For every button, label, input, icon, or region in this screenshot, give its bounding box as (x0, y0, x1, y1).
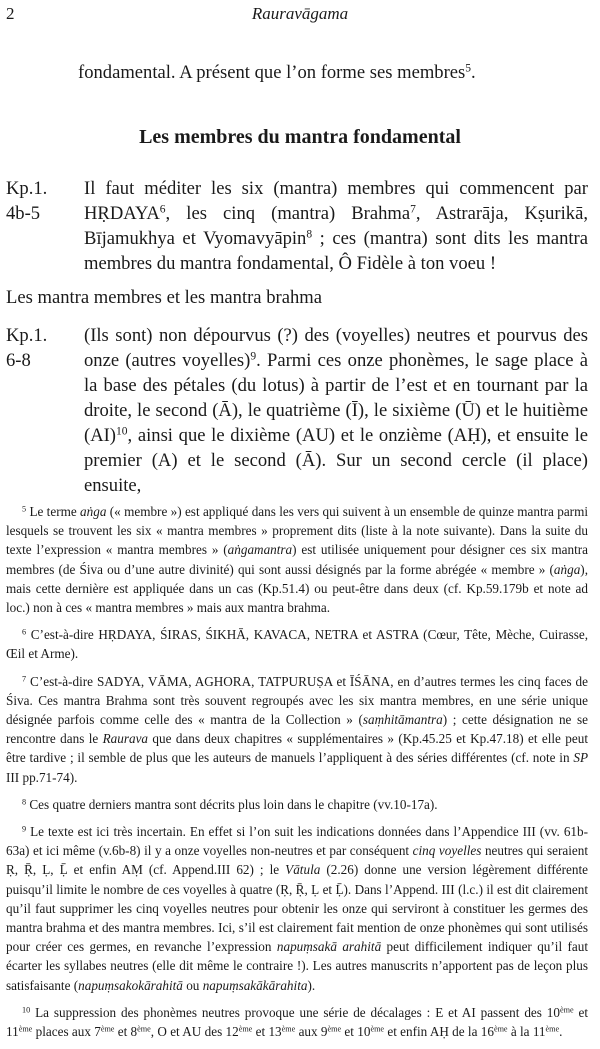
reference-verses: 4b-5 (6, 203, 41, 224)
footnote-ref[interactable]: 9 (250, 350, 257, 363)
passage-kp1-4b5 (6, 176, 588, 276)
footnote-mark: 9 (22, 824, 27, 834)
footnote-mark: 8 (22, 797, 27, 807)
passage-reference (6, 323, 76, 373)
reference-chapter: Kp.1. (6, 178, 48, 199)
intro-paragraph: fondamental. A présent que l’on forme ses membres$^5$. (78, 62, 476, 83)
passage-text: (Ils sont) non dépourvus (?) des (voyelles) neutres et pourvus des onze (autres voyelles)$^9$. Parmi ces onze phonèmes, le sage place à la base des pétales (du lotus) à partir de l’est et en tournant par la droite, le second (Ā), le quatrième (Ī), le sixième (Ū) et le huitième (AI)$^{10}$, ainsi que le dixième (AU) et le onzième (AḤ), et ensuite le premier (A) et le second (Ā). Sur un second cercle (il place) ensuite, (84, 325, 588, 496)
footnotes-section (6, 502, 588, 1049)
footnote-ref[interactable]: 8 (306, 228, 313, 241)
footnote-8: $^8$ Ces quatre derniers mantra sont décrits plus loin dans le chapitre (vv.10-17a). (22, 796, 438, 812)
footnote-6: $^6$ C’est-à-dire HṚDAYA, ŚIRAS, ŚIKHĀ, KAVACA, NETRA et ASTRA (Cœur, Tête, Mèche, Cuirasse, Œil et Arme). (6, 627, 589, 662)
footnote-ref[interactable]: 10 (116, 425, 128, 438)
page-number: 2 (6, 4, 15, 23)
passage-text: Il faut méditer les six (mantra) membres qui commencent par HṚDAYA$^6$, les cinq (mantra) Brahma$^7$, Astrarāja, Kṣurikā, Bījamukhya et Vyomavyāpin$^8$ ; ces (mantra) sont dits les mantra membres du mantra fondamental, Ô Fidèle à ton voeu ! (84, 178, 588, 274)
footnote-7: $^7$ C’est-à-dire SADYA, VĀMA, AGHORA, TATPURUṢA et ĪŚĀNA, en d’autres termes les cinq faces de Śiva. Ces mantra Brahma sont très souvent regroupés avec les six mantra membres, en une série unique désignée parfois comme celle des « mantra de la Collection » (saṃhitāmantra) ; cette désignation ne se rencontre dans le Raurava que dans deux chapitres « supplémentaires » (Kp.45.25 et Kp.47.18) et elle peut être tardive ; il semble de plus que les auteurs de manuels l’appliquent à des séries différentes (cf. note in SP III pp.71-74). (6, 673, 588, 785)
footnote-ref[interactable]: 7 (410, 203, 416, 216)
subsection-heading: Les mantra membres et les mantra brahma (6, 287, 322, 308)
page-header (6, 4, 594, 26)
intro-text: fondamental. A présent que l’on forme ses membres (78, 62, 466, 83)
reference-verses: 6-8 (6, 350, 31, 371)
section-heading: Les membres du mantra fondamental (139, 126, 461, 148)
footnote-10: $^{10}$ La suppression des phonèmes neutres provoque une série de décalages : E et AI passent des 10ème et 11ème places aux 7ème et 8ème, O et AU des 12ème et 13ème aux 9ème et 10ème et enfin AḤ de la 16ème à la 11ème. (6, 1004, 588, 1040)
footnote-mark: 5 (22, 504, 27, 514)
footnote-mark: 7 (22, 674, 27, 684)
footnote-9: $^9$ Le texte est ici très incertain. En effet si l’on suit les indications données dans l’Appendice III (vv. 61b-63a) et ici même (v.6b-8) il y a onze voyelles non-neutres et par conséquent cinq voyelles neutres qui seraient Ṛ, Ṝ, Ḷ, Ḹ et enfin AṂ (cf. Append.III 62) ; le Vātula (2.26) donne une version légèrement différente puisqu’il limite le nombre de ces voyelles à quatre (Ṛ, Ṝ, Ḷ et Ḹ). Dans l’Append. III (l.c.) il est dit clairement qu’il faut supprimer les cinq voyelles neutres pour obtenir les onze qui serviront à constituer les germes des mantra brahma et des mantra membres. Ici, s’il est clairement fait mention de onze phonèmes qui sont utilisés pour créer ces germes, en revanche l’expression napuṃsakā arahitā peut difficilement indiquer qu’il faut écarter les syllabes neutres (elle dit même le contraire !). Les autres manuscrits n’apportent pas de leçon plus satisfaisante (napuṃsakokārahitā ou napuṃsakākārahita). (6, 824, 588, 993)
passage-kp1-6-8 (6, 323, 588, 498)
footnote-ref[interactable]: 6 (159, 203, 166, 216)
footnote-ref[interactable]: 5 (465, 62, 472, 75)
reference-chapter: Kp.1. (6, 325, 48, 346)
footnote-mark: 10 (22, 1005, 31, 1015)
running-title: Rauravāgama (251, 4, 349, 23)
footnote-mark: 6 (22, 627, 27, 637)
passage-reference (6, 176, 76, 226)
footnote-5: $^5$ Le terme aṅga (« membre ») est appliqué dans les vers qui suivent à un ensemble de quinze mantra parmi lesquels se trouvent les six « mantra membres » proprement dits (liste à la note suivante). Dans la suite du texte l’expression « mantra membres » (aṅgamantra) est utilisée uniquement pour désigner ces six mantra membres (de Śiva ou d’une autre divinité) qui sont aussi désignés par la forme abrégée « membre » (aṅga), mais cette dernière est appliquée dans un cas (Kp.51.4) ou peut-être dans deux (cf. Kp.59.179b et note ad loc.) non à ces « mantra membres » mais aux mantra brahma. (6, 504, 588, 616)
